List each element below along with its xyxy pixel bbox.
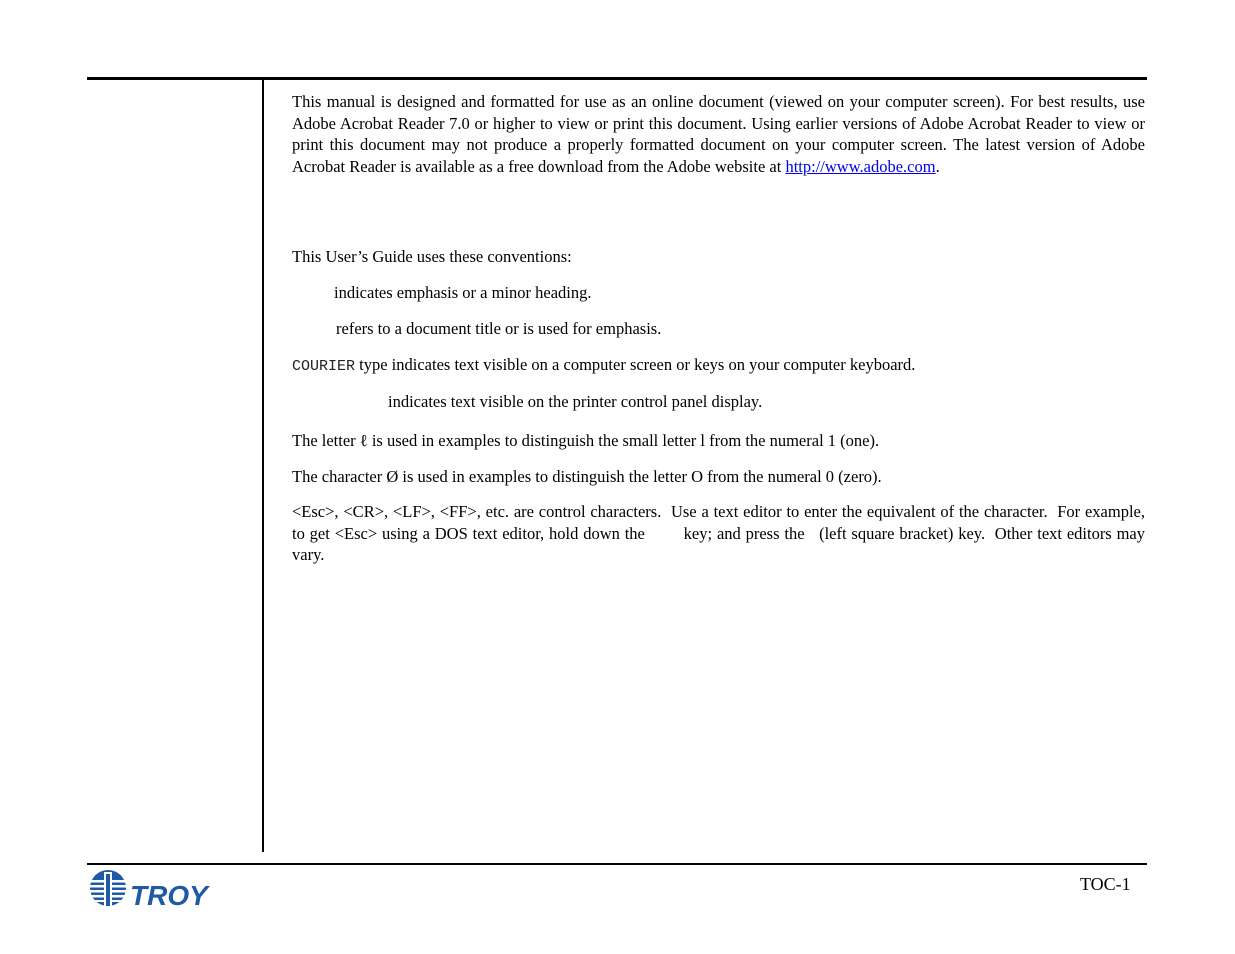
display-convention: indicates text visible on the printer control panel display.: [388, 392, 763, 411]
main-content: [292, 91, 1150, 837]
header-rule: [87, 77, 1147, 80]
troy-logo: [88, 866, 220, 912]
control-chars-paragraph: <Esc>, <CR>, <LF>, <FF>, etc. are control characters. Use a text editor to enter the equivalent of the character. For example, to get <Esc> using a DOS text editor, hold down the key; and press the (left square bracket) key. Other text editors may vary.: [292, 502, 1150, 564]
intro-text: This manual is designed and formatted for use as an online document (viewed on your computer screen). For best results, use Adobe Acrobat Reader 7.0 or higher to view or print this document. Using earlier versions of Adobe Acrobat Reader to view or print this document may not produce a properly formatted document on your computer screen. The latest version of Adobe Acrobat Reader is available as a free download from the Adobe website at: [292, 92, 1145, 176]
intro-paragraph: [292, 91, 1145, 177]
char-o-convention: The character Ø is used in examples to distinguish the letter O from the numeral 0 (zero).: [292, 467, 882, 486]
letter-l-convention: The letter ℓ is used in examples to distinguish the small letter l from the numeral 1 (one).: [292, 431, 880, 450]
bold-convention: indicates emphasis or a minor heading.: [334, 283, 592, 302]
intro-period: .: [935, 156, 940, 176]
conventions-section: [292, 177, 1150, 837]
adobe-link[interactable]: http://www.adobe.com: [785, 156, 936, 176]
courier-sample: COURIER: [292, 358, 356, 375]
page-number: TOC-1: [1080, 874, 1131, 894]
conventions-heading: This User’s Guide uses these conventions:: [292, 247, 572, 266]
margin-divider: [262, 80, 264, 852]
courier-desc: type indicates text visible on a computer screen or keys on your computer keyboard.: [355, 355, 916, 374]
logo-text: TROY: [130, 880, 208, 911]
footer-rule: [87, 863, 1147, 865]
courier-convention: [292, 354, 915, 378]
italic-convention: refers to a document title or is used for emphasis.: [336, 319, 662, 338]
